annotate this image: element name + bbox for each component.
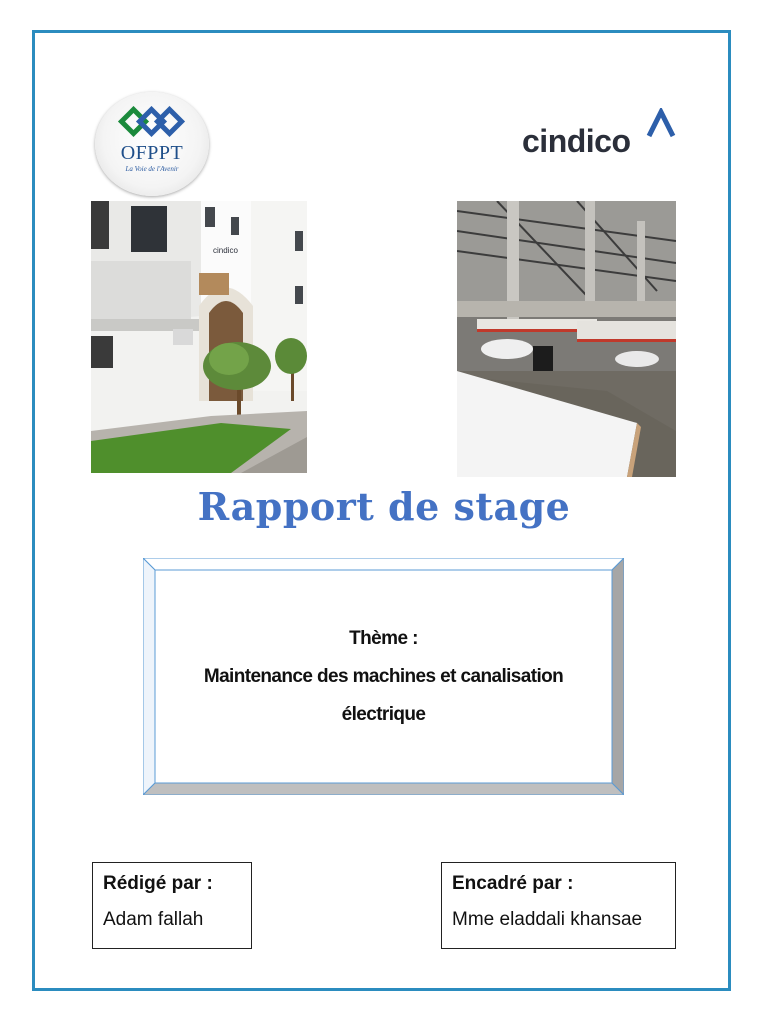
ofppt-emblem-icon xyxy=(116,106,188,142)
ofppt-tagline: La Voie de l'Avenir xyxy=(125,165,179,173)
theme-frame xyxy=(143,558,624,795)
cindico-wordmark: cindico xyxy=(522,123,631,159)
building-photo xyxy=(91,201,307,473)
theme-line-2: électrique xyxy=(341,703,426,725)
theme-label: Thème : xyxy=(349,627,418,649)
caret-up-icon xyxy=(645,108,677,138)
svg-text:cindico: cindico xyxy=(213,246,238,255)
report-title: Rapport de stage xyxy=(197,484,571,529)
ofppt-logo xyxy=(95,92,209,196)
theme-line-1: Maintenance des machines et canalisation xyxy=(203,665,564,687)
author-label: Rédigé par : xyxy=(103,873,213,894)
supervisor-label: Encadré par : xyxy=(452,873,574,894)
factory-photo xyxy=(457,201,676,477)
author-name: Adam fallah xyxy=(103,909,204,930)
cindico-logo xyxy=(522,108,682,163)
author-box xyxy=(92,862,252,949)
ofppt-wordmark: OFPPT xyxy=(120,142,184,164)
theme-text xyxy=(155,570,612,783)
supervisor-name: Mme eladdali khansae xyxy=(452,909,643,930)
supervisor-box xyxy=(441,862,676,949)
